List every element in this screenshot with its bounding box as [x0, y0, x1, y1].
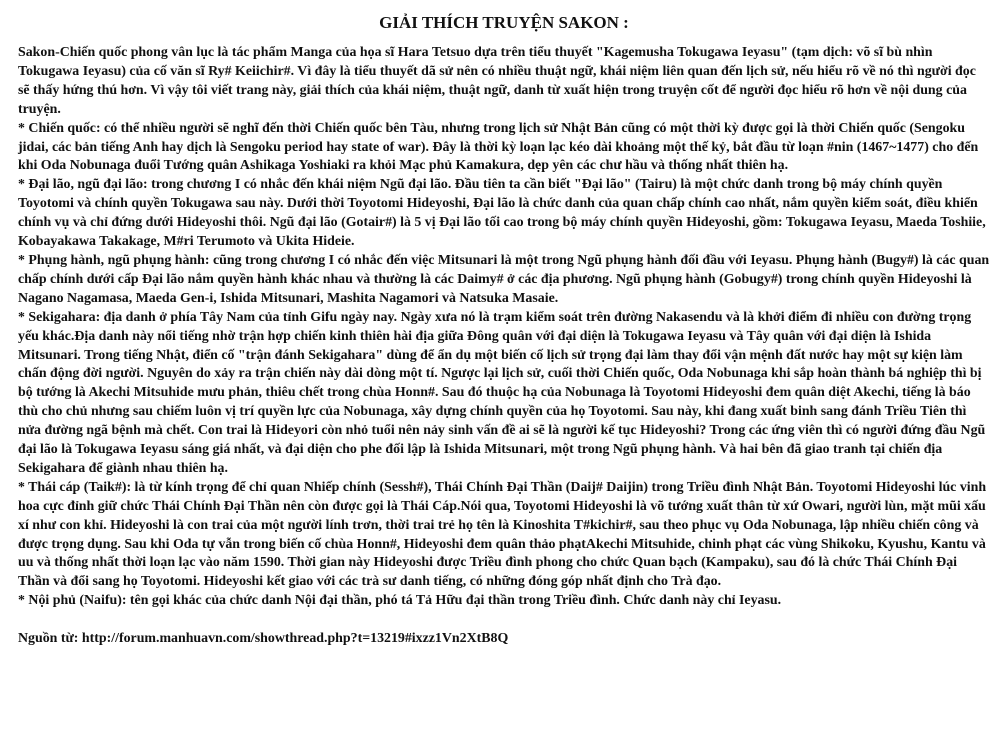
source-link-text: Nguồn từ: http://forum.manhuavn.com/showthread.php?t=13219#ixzz1Vn2XtB8Q	[18, 631, 509, 647]
paragraph-dai-lao: * Đại lão, ngũ đại lão: trong chương I có nhắc đến khái niệm Ngũ đại lão. Đầu tiên ta cần biết "Đại lão" (Tairu) là một chức danh trong bộ máy chính quyền Toyotomi và chính quyền Tokugawa sau này. Dưới thời Toyotomi Hideyoshi, Đại lão là chức danh của quan chấp chính cao nhất, nắm quyền kiểm soát, điều khiển chính vụ và chỉ đứng dưới Hideyoshi thôi. Ngũ đại lão (Gotair#) là 5 vị Đại lão tối cao trong bộ máy chính quyền Hideyoshi, gồm: Tokugawa Ieyasu, Maeda Toshiie, Kobayakawa Takakage, M#ri Terumoto và Ukita Hideie.	[18, 177, 986, 250]
paragraph-thai-cap: * Thái cáp (Taik#): là từ kính trọng để chỉ quan Nhiếp chính (Sessh#), Thái Chính Đại Thần (Daij# Daijin) trong Triều đình Nhật Bản. Toyotomi Hideyoshi lúc vinh hoa cực đỉnh giữ chức Thái Chính Đại Thần nên còn được gọi là Thái Cáp.Nói qua, Toyotomi Hideyoshi là võ tướng xuất thân từ xứ Owari, người lùn, mặt mũi xấu xí như con khỉ. Hideyoshi là con trai của một người lính trơn, thời trai trẻ họ tên là Kinoshita T#kichir#, sau theo phục vụ Oda Nobunaga, lập nhiều chiến công và được trọng dụng. Sau khi Oda tự vẫn trong biến cố chùa Honn#, Hideyoshi đem quân thảo phạtAkechi Mitsuhide, chinh phạt các vùng Shikoku, Kyushu, Kantu và uu và thống nhất thời loạn lạc vào năm 1590. Thời gian này Hideyoshi được Triều đình phong cho chức Quan bạch (Kampaku), sau đó là chức Thái Chính Đại Thần và đổi sang họ Toyotomi. Hideyoshi kết giao với các trà sư danh tiếng, có những đóng góp nhất định cho Trà đạo.	[18, 479, 987, 590]
paragraph-sekigahara: * Sekigahara: địa danh ở phía Tây Nam của tỉnh Gifu ngày nay. Ngày xưa nó là trạm kiểm soát trên đường Nakasendu và là khởi điểm đi nhiều con đường trọng yếu khác.Địa danh này nổi tiếng nhờ trận hợp chiến kinh thiên hài địa giữa Đông quân với đại diện là Tokugawa Ieyasu và Tây quân với đại diện là Ishida Mitsunari. Trong tiếng Nhật, điển cố "trận đánh Sekigahara" dùng để ẩn dụ một biến cố lịch sử trọng đại làm thay đổi vận mệnh đất nước hay một sự kiện làm chấn động đời người. Nguyên do xảy ra trận chiến này dài dòng một tí. Ngược lại lịch sử, cuối thời Chiến quốc, Oda Nobunaga khi sắp hoàn thành bá nghiệp thì bị bộ tướng là Akechi Mitsuhide mưu phản, thiêu chết trong chùa Honn#. Sau đó thuộc hạ của Nobunaga là Toyotomi Hideyoshi đem quân diệt Akechi, tiếng là báo thù cho chủ nhưng sau chiếm luôn vị trí quyền lực của Nobunaga, xây dựng chính quyền của họ Toyotomi. Sau này, khi đang xuất binh sang đánh Triều Tiên thì nửa đường ngã bệnh mà chết. Con trai là Hideyori còn nhỏ tuổi nên nảy sinh vấn đề ai sẽ là người kế tục Hideyoshi? Trong các ứng viên thì có người đứng đầu Ngũ đại lão là Tokugawa Ieyasu sáng giá nhất, và đại diện cho phe đối lập là Ishida Mitsunari, một trong Ngũ phụng hành. Và hai bên đã giao tranh tại chiến địa Sekigahara để giành nhau thiên hạ.	[18, 309, 986, 476]
blank-line	[18, 611, 990, 630]
paragraph-noi-phu: * Nội phủ (Naifu): tên gọi khác của chức danh Nội đại thần, phó tá Tả Hữu đại thần trong Triều đình. Chức danh này chỉ Ieyasu.	[18, 593, 782, 609]
paragraph-intro: Sakon-Chiến quốc phong vân lục là tác phẩm Manga của họa sĩ Hara Tetsuo dựa trên tiểu thuyết "Kagemusha Tokugawa Ieyasu" (tạm dịch: võ sĩ bù nhìn Tokugawa Ieyasu) của cố văn sĩ Ry# Keiichir#. Vì đây là tiểu thuyết dã sử nên có nhiều thuật ngữ, khái niệm liên quan đến lịch sử, nếu hiểu rõ về nó thì người đọc sẽ thấy hứng thú hơn. Vì vậy tôi viết trang này, giải thích của khái niệm, thuật ngữ, danh từ xuất hiện trong truyện cốt để người đọc hiểu rõ hơn về nội dung của truyện.	[18, 45, 976, 117]
document-body	[18, 44, 990, 611]
paragraph-phung-hanh: * Phụng hành, ngũ phụng hành: cũng trong chương I có nhắc đến việc Mitsunari là một trong Ngũ phụng hành đối đầu với Ieyasu. Phụng hành (Bugy#) là các quan chấp chính dưới cấp Đại lão nắm quyền hành khác nhau và thường là các Daimy# ở các địa phương. Ngũ phụng hành (Gobugy#) trong chính quyền Hideyoshi là Nagano Nagamasa, Maeda Gen-i, Ishida Mitsunari, Mashita Nagamori và Natsuka Masaie.	[18, 252, 990, 306]
paragraph-chien-quoc: * Chiến quốc: có thể nhiều người sẽ nghĩ đến thời Chiến quốc bên Tàu, nhưng trong lịch sử Nhật Bản cũng có một thời kỳ được gọi là thời Chiến quốc (Sengoku jidai, các bản tiếng Anh hay dịch là Sengoku period hay state of war). Đây là thời kỳ loạn lạc kéo dài khoảng một thế kỷ, bắt đầu từ loạn #nin (1467~1477) cho đến khi Oda Nobunaga đuổi Tướng quân Ashikaga Yoshiaki ra khỏi Mạc phủ Kamakura, dẹp yên các chư hầu và thống nhất thiên hạ.	[18, 120, 979, 174]
page-title: GIẢI THÍCH TRUYỆN SAKON :	[379, 13, 629, 32]
